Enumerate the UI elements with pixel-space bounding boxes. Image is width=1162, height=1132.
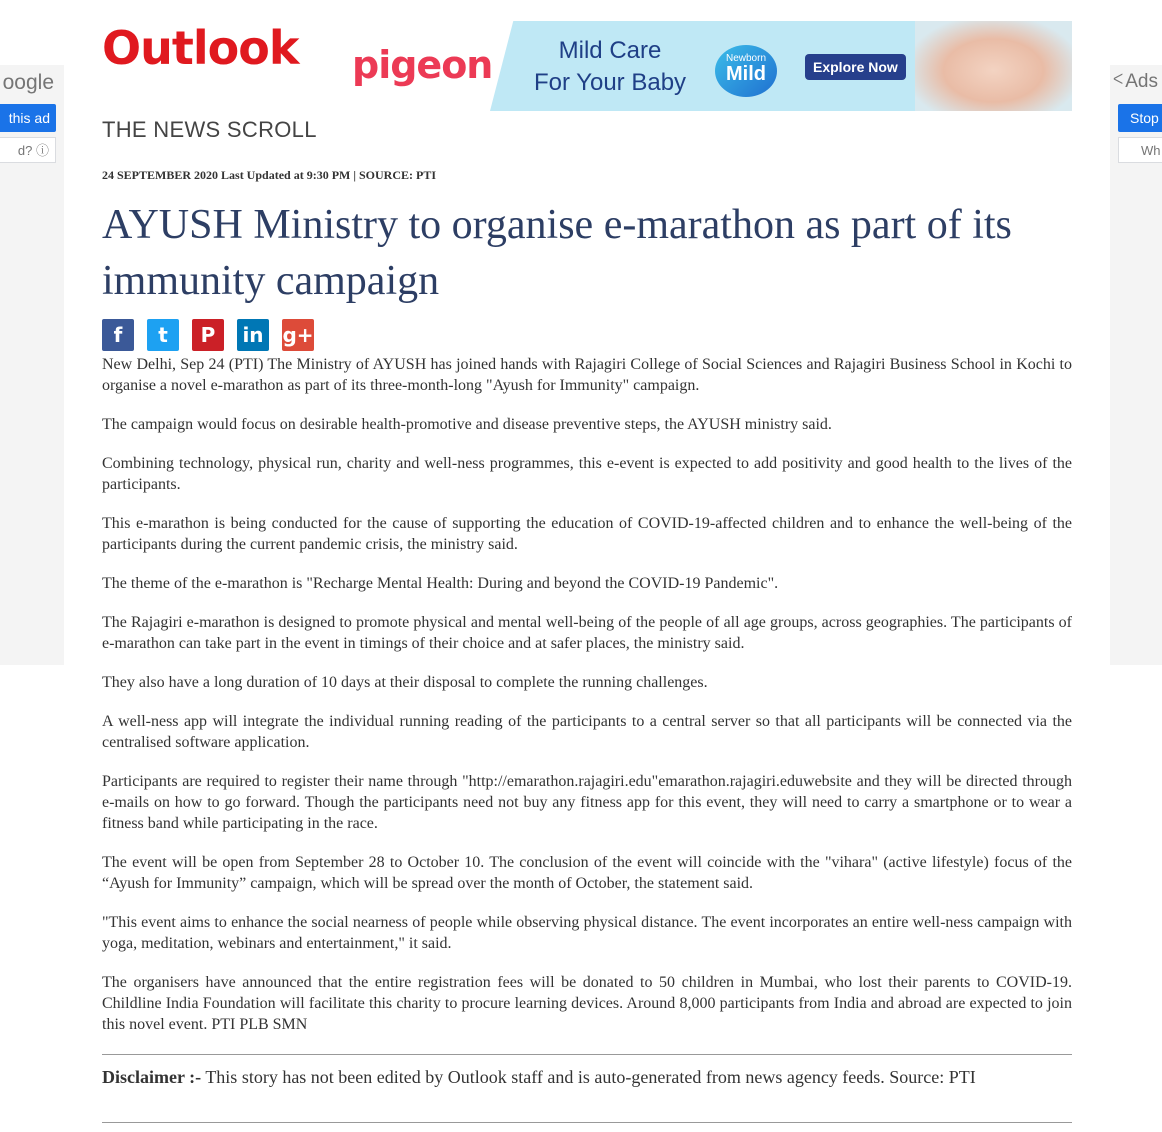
right-side-ad (1110, 65, 1162, 665)
why-this-ad-button[interactable]: d? ⓘ (0, 137, 56, 163)
disclaimer-text: This story has not been edited by Outlook staff and is auto-generated from news agency feeds. Source: PTI (201, 1067, 976, 1087)
disclaimer-label: Disclaimer :- (102, 1067, 202, 1087)
article-paragraph: The campaign would focus on desirable health-promotive and disease preventive steps, the AYUSH ministry said. (102, 416, 832, 433)
facebook-share-icon[interactable]: f (102, 319, 134, 351)
article-body (102, 354, 1072, 1053)
ads-label-text: Ads (1125, 71, 1158, 92)
article-paragraph: Combining technology, physical run, charity and well-ness programmes, this e-event is expected to add positivity and good health to the lives of the participants. (102, 455, 1072, 493)
google-ads-label: oogle (2, 71, 54, 94)
article-paragraph: This e-marathon is being conducted for the cause of supporting the education of COVID-19-affected children and to enhance the well-being of the participants during the current pandemic crisis, the ministry said. (102, 515, 1072, 553)
banner-tagline (520, 35, 700, 99)
article-headline: AYUSH Ministry to organise e-marathon as part of its immunity campaign (102, 202, 1012, 304)
banner-tagline-line1: Mild Care (558, 37, 662, 64)
linkedin-share-icon[interactable]: in (237, 319, 269, 351)
googleplus-share-icon[interactable]: g+ (282, 319, 314, 351)
badge-big-text: Mild (726, 63, 766, 85)
divider-top (102, 1054, 1072, 1055)
article-paragraph: "This event aims to enhance the social nearness of people while observing physical distance. The event incorporates an entire well-ness campaign with yoga, meditation, webinars and entertainment," it said. (102, 914, 1072, 952)
section-title[interactable]: THE NEWS SCROLL (102, 117, 317, 142)
stop-seeing-ad-button[interactable]: this ad (0, 104, 56, 132)
why-this-ad-button-right[interactable]: Wh (1118, 137, 1162, 163)
article-meta: 24 SEPTEMBER 2020 Last Updated at 9:30 PM | SOURCE: PTI (102, 168, 436, 182)
article-paragraph: The organisers have announced that the entire registration fees will be donated to 50 children in Mumbai, who lost their parents to COVID-19. Childline India Foundation will facilitate this charity to procure learning devices. Around 8,000 participants from India and abroad are expected to join this novel event. PTI PLB SMN (102, 974, 1072, 1033)
newborn-mild-badge (715, 45, 777, 97)
article-paragraph: They also have a long duration of 10 days at their disposal to complete the running challenges. (102, 674, 708, 691)
left-side-ad (0, 65, 64, 665)
badge-small-text: Newborn (725, 53, 767, 64)
article-paragraph: New Delhi, Sep 24 (PTI) The Ministry of AYUSH has joined hands with Rajagiri College of Social Sciences and Rajagiri Business School in Kochi to organise a novel e-marathon as part of its three-month-long "Ayush for Immunity" campaign. (102, 356, 1072, 394)
article-paragraph: The Rajagiri e-marathon is designed to promote physical and mental well-being of the people of all age groups, across geographies. The participants of e-marathon can take part in the event in timings of their choice and at safer places, the ministry said. (102, 614, 1072, 652)
banner-tagline-line2: For Your Baby (533, 69, 687, 96)
article-paragraph: The event will be open from September 28 to October 10. The conclusion of the event will coincide with the "vihara" (active lifestyle) focus of the “Ayush for Immunity” campaign, which will be spread over the month of October, the statement said. (102, 854, 1072, 892)
twitter-share-icon[interactable]: t (147, 319, 179, 351)
article-paragraph: A well-ness app will integrate the individual running reading of the participants to a central server so that all participants will be connected via the centralised software application. (102, 713, 1072, 751)
explore-now-button[interactable]: Explore Now (805, 54, 906, 80)
divider-bottom (102, 1122, 1072, 1123)
pinterest-share-icon[interactable]: P (192, 319, 224, 351)
article-paragraph: Participants are required to register their name through "http://emarathon.rajagiri.edu"emarathon.rajagiri.eduwebsite and they will be directed through e-mails on how to go forward. Though the participants need not buy any fitness app for this event, they will need to carry a smartphone or to wear a fitness band while participating in the race. (102, 773, 1072, 832)
back-arrow-icon[interactable]: ᐸ (1113, 71, 1124, 87)
ads-label (1113, 71, 1158, 93)
disclaimer (102, 1066, 1072, 1089)
article-paragraph: The theme of the e-marathon is "Recharge Mental Health: During and beyond the COVID-19 Pandemic". (102, 575, 779, 592)
share-bar (102, 319, 314, 351)
pigeon-logo: pigeon (352, 43, 493, 87)
pigeon-banner-ad[interactable] (340, 21, 1072, 111)
baby-photo (915, 21, 1072, 111)
outlook-logo[interactable]: Outlook (102, 21, 299, 75)
stop-seeing-ad-button-right[interactable]: Stop (1118, 104, 1162, 132)
